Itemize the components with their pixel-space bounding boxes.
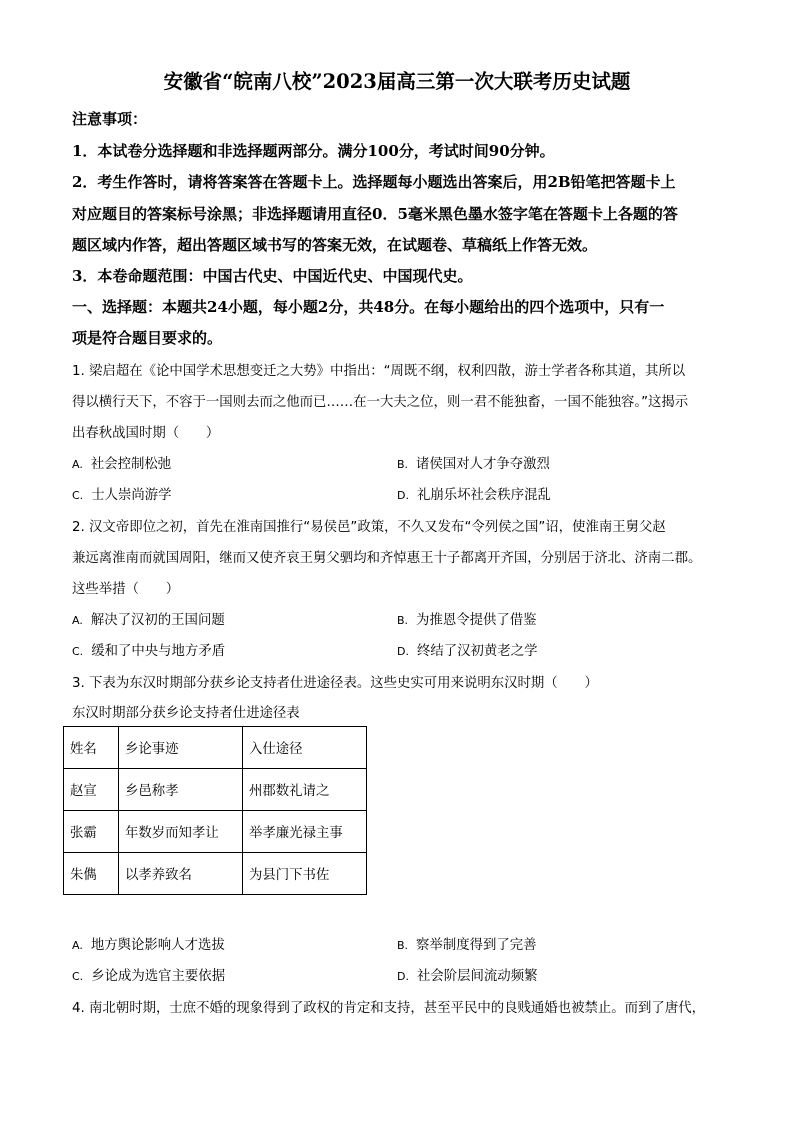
option-text: 察举制度得到了完善 bbox=[416, 938, 537, 953]
option-letter: B. bbox=[397, 458, 409, 471]
table-cell: 举孝廉光禄主事 bbox=[243, 811, 367, 853]
option-text: 地方舆论影响人才选拔 bbox=[90, 938, 225, 953]
table-cell: 以孝养致名 bbox=[119, 853, 243, 895]
option-letter: C. bbox=[72, 970, 84, 983]
q1-option-c[interactable] bbox=[72, 484, 172, 503]
option-letter: B. bbox=[397, 614, 409, 627]
notice-item-3: 3．本卷命题范围：中国古代史、中国近代史、中国现代史。 bbox=[72, 267, 473, 285]
q3-option-c[interactable] bbox=[72, 965, 225, 984]
option-text: 礼崩乐坏社会秩序混乱 bbox=[416, 488, 551, 503]
q3-option-d[interactable] bbox=[397, 965, 537, 984]
q1-option-b[interactable] bbox=[397, 453, 550, 472]
option-text: 诸侯国对人才争夺激烈 bbox=[416, 457, 550, 472]
option-text: 解决了汉初的王国问题 bbox=[90, 613, 225, 628]
q2-option-a[interactable] bbox=[72, 609, 225, 628]
table-header-cell: 入仕途径 bbox=[243, 727, 367, 769]
table-header-row bbox=[64, 727, 367, 769]
option-letter: D. bbox=[397, 970, 409, 983]
option-text: 士人崇尚游学 bbox=[91, 488, 172, 503]
option-letter: B. bbox=[397, 939, 409, 952]
q2-option-b[interactable] bbox=[397, 609, 537, 628]
option-text: 乡论成为选官主要依据 bbox=[91, 969, 226, 984]
table-row bbox=[64, 853, 367, 895]
q1-stem-line-3: 出春秋战国时期（ ） bbox=[72, 426, 220, 441]
q2-option-d[interactable] bbox=[397, 640, 537, 659]
table-header-cell: 姓名 bbox=[64, 727, 119, 769]
table-cell: 张霸 bbox=[64, 811, 119, 853]
q1-stem-line-1: 1. 梁启超在《论中国学术思想变迁之大势》中指出：“周既不纲，权利四散，游士学者各称其道，其所以 bbox=[72, 364, 686, 379]
table-cell: 赵宣 bbox=[64, 769, 119, 811]
option-letter: A. bbox=[72, 458, 83, 471]
option-letter: C. bbox=[72, 645, 84, 658]
notice-item-1: 1．本试卷分选择题和非选择题两部分。满分100分，考试时间90分钟。 bbox=[72, 142, 555, 160]
table-cell: 年数岁而知孝让 bbox=[119, 811, 243, 853]
option-text: 社会阶层间流动频繁 bbox=[416, 969, 538, 984]
table-row bbox=[64, 769, 367, 811]
notice-heading: 注意事项： bbox=[72, 110, 148, 128]
option-text: 社会控制松弛 bbox=[90, 457, 172, 472]
table-cell: 州郡数礼请之 bbox=[243, 769, 367, 811]
option-letter: A. bbox=[72, 614, 83, 627]
table-header-cell: 乡论事迹 bbox=[119, 727, 243, 769]
exam-title: 安徽省“皖南八校”2023届高三第一次大联考历史试题 bbox=[163, 70, 631, 93]
q2-stem-line-1: 2. 汉文帝即位之初，首先在淮南国推行“易侯邑”政策，不久又发布“令列侯之国”诏，使淮南王舅父赵 bbox=[72, 520, 666, 535]
option-letter: C. bbox=[72, 489, 84, 502]
q2-stem-line-3: 这些举措（ ） bbox=[72, 582, 180, 597]
option-text: 缓和了中央与地方矛盾 bbox=[91, 644, 226, 659]
q1-option-d[interactable] bbox=[397, 484, 551, 503]
option-text: 终结了汉初黄老之学 bbox=[416, 644, 538, 659]
notice-item-2-line-3: 题区域内作答，超出答题区域书写的答案无效，在试题卷、草稿纸上作答无效。 bbox=[72, 236, 598, 254]
q3-table-caption: 东汉时期部分获乡论支持者仕进途径表 bbox=[72, 706, 300, 721]
table-row bbox=[64, 811, 367, 853]
table-cell: 为县门下书佐 bbox=[243, 853, 367, 895]
table-cell: 乡邑称孝 bbox=[119, 769, 243, 811]
section-heading-line-2: 项是符合题目要求的。 bbox=[72, 329, 223, 347]
q3-stem-line-1: 3. 下表为东汉时期部分获乡论支持者仕进途径表。这些史实可用来说明东汉时期（ ） bbox=[72, 676, 598, 691]
q1-option-a[interactable] bbox=[72, 453, 171, 472]
section-heading-line-1: 一、选择题：本题共24小题，每小题2分，共48分。在每小题给出的四个选项中，只有一 bbox=[72, 298, 665, 316]
q2-stem-line-2: 兼远离淮南而就国周阳，继而又使齐哀王舅父驷均和齐悼惠王十子都离开齐国，分别居于济北、济南二郡。 bbox=[72, 551, 702, 566]
q3-table bbox=[63, 726, 367, 895]
table-cell: 朱儁 bbox=[64, 853, 119, 895]
q3-option-a[interactable] bbox=[72, 934, 225, 953]
notice-item-2-line-1: 2．考生作答时，请将答案答在答题卡上。选择题每小题选出答案后，用2B铅笔把答题卡上 bbox=[72, 173, 676, 191]
option-letter: D. bbox=[397, 645, 409, 658]
notice-item-2-line-2: 对应题目的答案标号涂黑；非选择题请用直径0．5毫米黑色墨水签字笔在答题卡上各题的答 bbox=[72, 205, 678, 223]
q2-option-c[interactable] bbox=[72, 640, 225, 659]
q4-stem-line-1: 4. 南北朝时期，士庶不婚的现象得到了政权的肯定和支持，甚至平民中的良贱通婚也被禁止。而到了唐代， bbox=[72, 1001, 705, 1016]
option-letter: A. bbox=[72, 939, 83, 952]
option-text: 为推恩令提供了借鉴 bbox=[416, 613, 537, 628]
q3-option-b[interactable] bbox=[397, 934, 537, 953]
option-letter: D. bbox=[397, 489, 409, 502]
q1-stem-line-2: 得以横行天下，不容于一国则去而之他而已……在一大夫之位，则一君不能独畜，一国不能独容。”这揭示 bbox=[72, 395, 689, 410]
